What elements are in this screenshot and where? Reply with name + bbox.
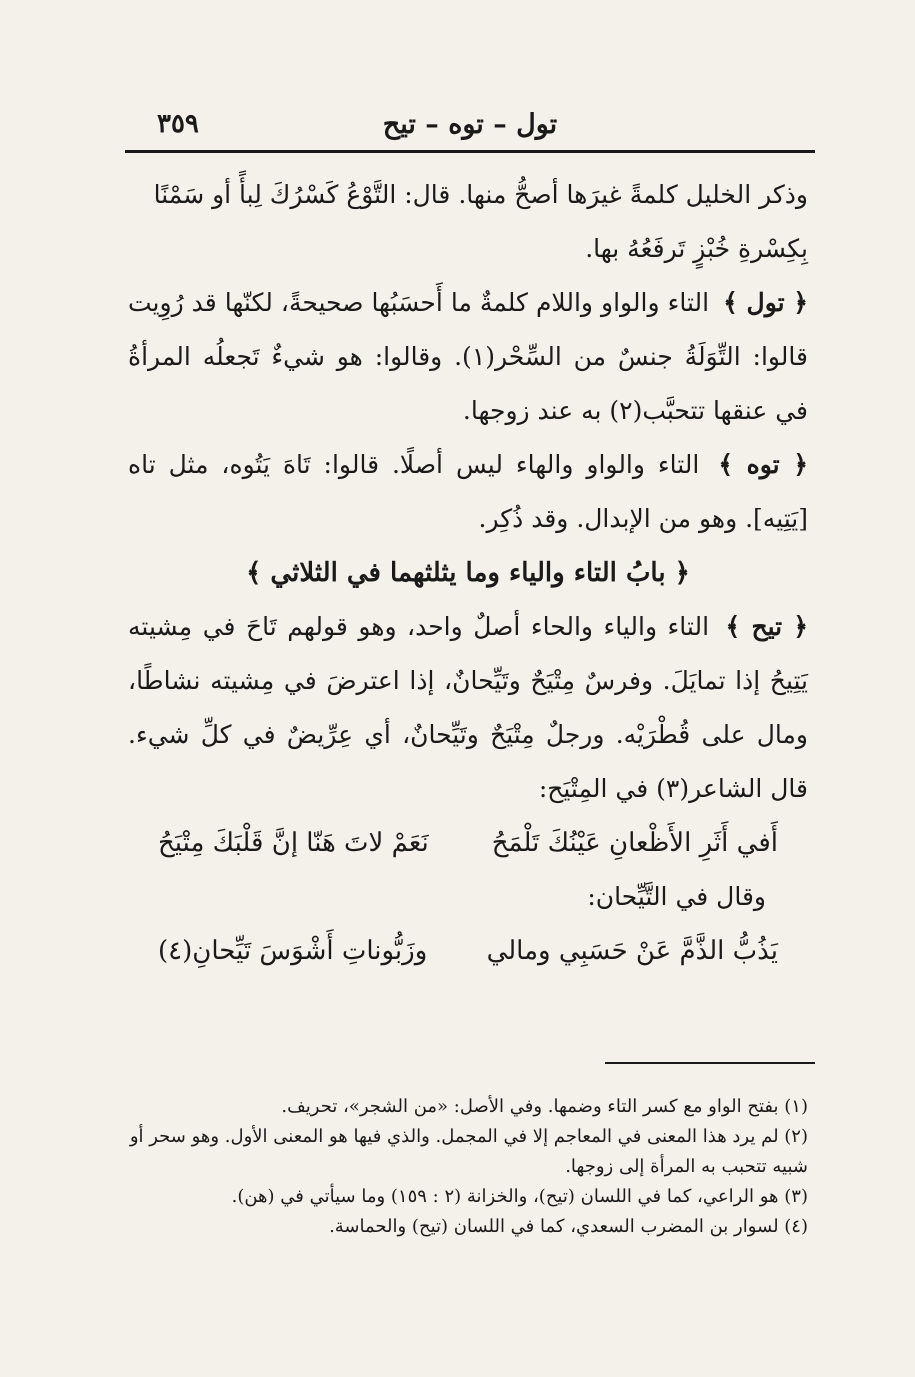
- entry-tawh: [128, 438, 808, 546]
- main-text: [128, 168, 808, 978]
- footnote-4: (٤) لسوار بن المضرب السعدي، كما في اللسان (تيح) والحماسة.: [329, 1216, 808, 1237]
- paragraph-intro-1: وذكر الخليل كلمةً غيرَها أصحُّ منها. قال: التَّوْعُ كَسْرُكَ لِبأً أو سَمْنًا: [153, 180, 808, 209]
- entry-heading-tawh: ﴿ توه ﴾: [718, 450, 808, 479]
- entry-text-tayh: التاء والياء والحاء أصلٌ واحد، وهو قولهم تَاحَ في مِشيته يَتِيحُ إذا تمايَلَ. وفرسٌ مِتْيَحٌ وتَيِّحانٌ، إذا اعترضَ في مِشيته نشاطًا، ومال على قُطْرَيْه. ورجلٌ مِتْيَحٌ وتَيِّحانٌ، أي عِرِّيضٌ في كلِّ شيء. قال الشاعر(٣) في المِتْيَح:: [128, 612, 808, 803]
- page-number: ٣٥٩: [157, 109, 199, 139]
- header-rule: [125, 150, 815, 153]
- verse-2-first-hemistich: يَذُبُّ الذَّمَّ عَنْ حَسَبِي ومالي: [486, 936, 778, 966]
- footnote-2: (٢) لم يرد هذا المعنى في المعاجم إلا في المجمل. والذي فيها هو المعنى الأول. وهو سحر أو شبيه تتحبب به المرأة إلى زوجها.: [129, 1126, 808, 1177]
- poem-verse-1: [128, 816, 808, 870]
- paragraph-intro-2: بِكِسْرةِ خُبْزٍ تَرفَعُهُ بها.: [585, 234, 808, 263]
- footnote-1: (١) بفتح الواو مع كسر التاء وضمها. وفي الأصل: «من الشجر»، تحريف.: [281, 1096, 808, 1117]
- entry-text-tawh: التاء والواو والهاء ليس أصلًا. قالوا: تَاهَ يَتُوه، مثل تاه [يَتِيه]. وهو من الإبدال. وقد ذُكِر.: [128, 450, 808, 533]
- entry-text-tawl: التاء والواو واللام كلمةٌ ما أَحسَبُها صحيحةً، لكنّها قد رُوِيت قالوا: التِّوَلَةُ جنسٌ من السِّحْر(١). وقالوا: هو شيءٌ تَجعلُه المرأةُ في عنقها تتحبَّب(٢) به عند زوجها.: [128, 288, 808, 425]
- running-title: تول – توه – تيح: [382, 108, 558, 140]
- entry-heading-tayh: ﴿ تيح ﴾: [725, 612, 808, 641]
- verse-1-first-hemistich: أَفي أَثَرِ الأَظْعانِ عَيْنُكَ تَلْمَحُ: [491, 828, 778, 858]
- entry-tayh: [128, 600, 808, 816]
- poem-verse-2: [128, 924, 808, 978]
- entry-tawl: [128, 276, 808, 438]
- verse-2-second-hemistich: وزَبُّوناتِ أَشْوَسَ تَيِّحانِ(٤): [158, 936, 428, 966]
- footnote-rule: [605, 1062, 815, 1064]
- entry-heading-tawl: ﴿ تول ﴾: [723, 288, 809, 317]
- footnotes: [128, 1092, 808, 1242]
- verse-1-second-hemistich: نَعَمْ لاتَ هَنّا إنَّ قَلْبَكَ مِتْيَحُ: [158, 828, 429, 858]
- verse-2-intro: وقال في التَّيِّحان:: [587, 882, 766, 911]
- footnote-3: (٣) هو الراعي، كما في اللسان (تيح)، والخزانة (٢ : ١٥٩) وما سيأتي في (هن).: [231, 1186, 808, 1207]
- page-header: [125, 100, 815, 148]
- section-title: ﴿ بابُ التاء والياء وما يثلثهما في الثلاثي ﴾: [246, 558, 690, 588]
